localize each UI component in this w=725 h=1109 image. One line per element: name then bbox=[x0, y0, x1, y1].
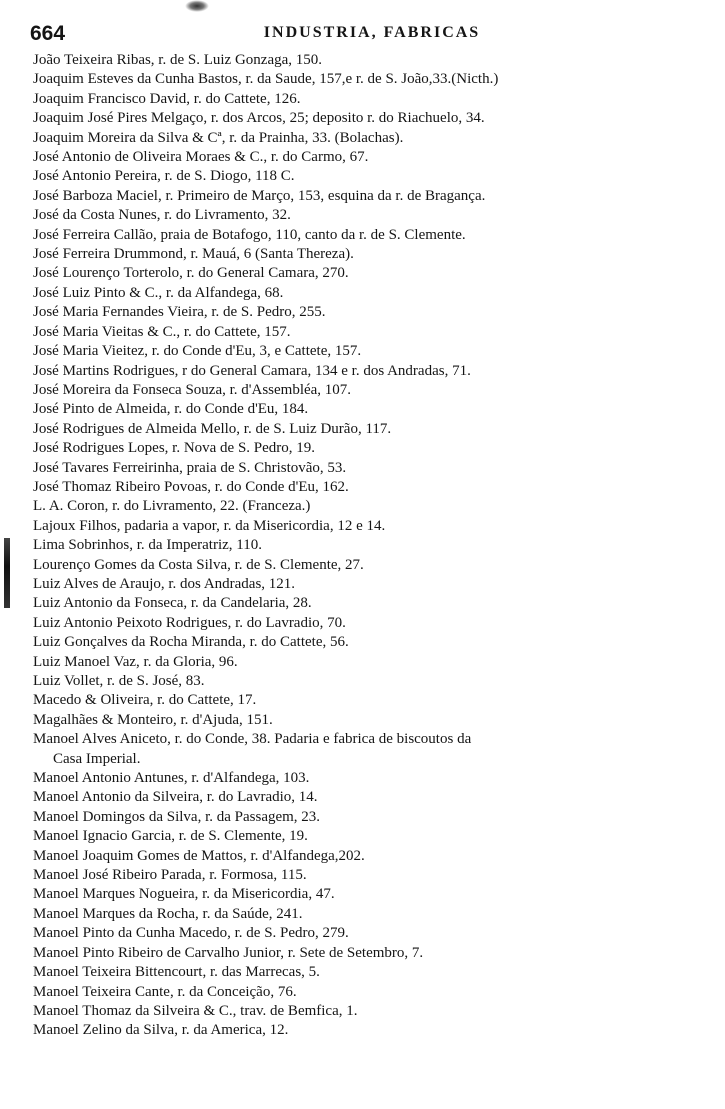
list-item: Manoel Antonio da Silveira, r. do Lavradio, 14. bbox=[33, 789, 318, 806]
list-item: Joaquim Francisco David, r. do Cattete, 126. bbox=[33, 90, 301, 107]
list-item: Joaquim Moreira da Silva & Cª, r. da Prainha, 33. (Bolachas). bbox=[33, 129, 404, 146]
list-item: José Luiz Pinto & C., r. da Alfandega, 68. bbox=[33, 284, 284, 301]
list-item-continuation: Casa Imperial. bbox=[53, 750, 141, 767]
list-item: Manoel Marques Nogueira, r. da Misericordia, 47. bbox=[33, 886, 335, 903]
list-item: José Rodrigues Lopes, r. Nova de S. Pedro, 19. bbox=[33, 440, 316, 457]
list-item: Manoel Marques da Rocha, r. da Saúde, 241. bbox=[33, 905, 303, 922]
list-item: José Antonio de Oliveira Moraes & C., r. do Carmo, 67. bbox=[33, 149, 369, 166]
list-item: Manoel José Ribeiro Parada, r. Formosa, 115. bbox=[33, 867, 307, 884]
list-item: Manoel Teixeira Cante, r. da Conceição, 76. bbox=[33, 983, 297, 1000]
list-item: Luiz Gonçalves da Rocha Miranda, r. do Cattete, 56. bbox=[33, 634, 349, 651]
list-item-wrapped bbox=[0, 730, 703, 769]
list-item: L. A. Coron, r. do Livramento, 22. (Franceza.) bbox=[33, 498, 311, 515]
list-item: Manoel Domingos da Silva, r. da Passagem, 23. bbox=[33, 808, 321, 825]
list-item: José Barboza Maciel, r. Primeiro de Março, 153, esquina da r. de Bragança. bbox=[33, 187, 486, 204]
list-item-first-line: Manoel Alves Aniceto, r. do Conde, 38. Padaria e fabrica de biscoutos da bbox=[33, 731, 472, 748]
list-item: Luiz Antonio Peixoto Rodrigues, r. do Lavradio, 70. bbox=[33, 614, 346, 631]
list-item: Luiz Alves de Araujo, r. dos Andradas, 121. bbox=[33, 575, 296, 592]
list-item: José Thomaz Ribeiro Povoas, r. do Conde d'Eu, 162. bbox=[33, 478, 349, 495]
list-item: Manoel Pinto da Cunha Macedo, r. de S. Pedro, 279. bbox=[33, 925, 349, 942]
list-item: Manoel Antonio Antunes, r. d'Alfandega, 103. bbox=[33, 770, 310, 787]
list-item: José Ferreira Callão, praia de Botafogo, 110, canto da r. de S. Clemente. bbox=[33, 226, 466, 243]
list-item: José Rodrigues de Almeida Mello, r. de S. Luiz Durão, 117. bbox=[33, 420, 392, 437]
list-item: Manoel Ignacio Garcia, r. de S. Clemente, 19. bbox=[33, 828, 308, 845]
page-number: 664 bbox=[30, 22, 66, 45]
list-item: José da Costa Nunes, r. do Livramento, 32. bbox=[33, 207, 291, 224]
list-item: José Lourenço Torterolo, r. do General Camara, 270. bbox=[33, 265, 349, 282]
list-item: José Martins Rodrigues, r do General Camara, 134 e r. dos Andradas, 71. bbox=[33, 362, 471, 379]
list-item: Manoel Pinto Ribeiro de Carvalho Junior, r. Sete de Setembro, 7. bbox=[33, 944, 424, 961]
list-item: José Tavares Ferreirinha, praia de S. Christovão, 53. bbox=[33, 459, 347, 476]
list-item: José Antonio Pereira, r. de S. Diogo, 118 C. bbox=[33, 168, 295, 185]
list-item: Lajoux Filhos, padaria a vapor, r. da Misericordia, 12 e 14. bbox=[33, 517, 386, 534]
list-item: José Maria Vieitez, r. do Conde d'Eu, 3, e Cattete, 157. bbox=[33, 343, 362, 360]
list-item: José Pinto de Almeida, r. do Conde d'Eu, 184. bbox=[33, 401, 309, 418]
list-item: Manoel Joaquim Gomes de Mattos, r. d'Alfandega,202. bbox=[33, 847, 365, 864]
list-item: Luiz Vollet, r. de S. José, 83. bbox=[33, 673, 205, 689]
list-item: José Maria Vieitas & C., r. do Cattete, 157. bbox=[33, 323, 291, 340]
directory-list bbox=[0, 51, 725, 1041]
list-item: Macedo & Oliveira, r. do Cattete, 17. bbox=[33, 692, 257, 709]
list-item: Joaquim José Pires Melgaço, r. dos Arcos, 25; deposito r. do Riachuelo, 34. bbox=[33, 110, 485, 127]
list-item: Luiz Antonio da Fonseca, r. da Candelaria, 28. bbox=[33, 595, 312, 612]
list-item: José Moreira da Fonseca Souza, r. d'Assembléa, 107. bbox=[33, 381, 352, 398]
running-head: INDUSTRIA, FABRICAS bbox=[263, 24, 481, 41]
list-item: Lima Sobrinhos, r. da Imperatriz, 110. bbox=[33, 537, 262, 554]
list-item: José Ferreira Drummond, r. Mauá, 6 (Santa Thereza). bbox=[33, 246, 354, 263]
list-item: Joaquim Esteves da Cunha Bastos, r. da Saude, 157,e r. de S. João,33.(Nicth.) bbox=[33, 71, 499, 88]
list-item: Manoel Zelino da Silva, r. da America, 12. bbox=[33, 1022, 289, 1039]
list-item: Manoel Teixeira Bittencourt, r. das Marrecas, 5. bbox=[33, 964, 320, 981]
list-item: Luiz Manoel Vaz, r. da Gloria, 96. bbox=[33, 653, 238, 670]
list-item: Magalhães & Monteiro, r. d'Ajuda, 151. bbox=[33, 711, 273, 728]
list-item: João Teixeira Ribas, r. de S. Luiz Gonzaga, 150. bbox=[33, 52, 323, 68]
scan-smudge bbox=[185, 0, 209, 12]
list-item: Lourenço Gomes da Costa Silva, r. de S. Clemente, 27. bbox=[33, 556, 364, 573]
list-item: José Maria Fernandes Vieira, r. de S. Pedro, 255. bbox=[33, 304, 326, 321]
page-header bbox=[0, 18, 725, 48]
list-item: Manoel Thomaz da Silveira & C., trav. de Bemfica, 1. bbox=[33, 1002, 358, 1019]
